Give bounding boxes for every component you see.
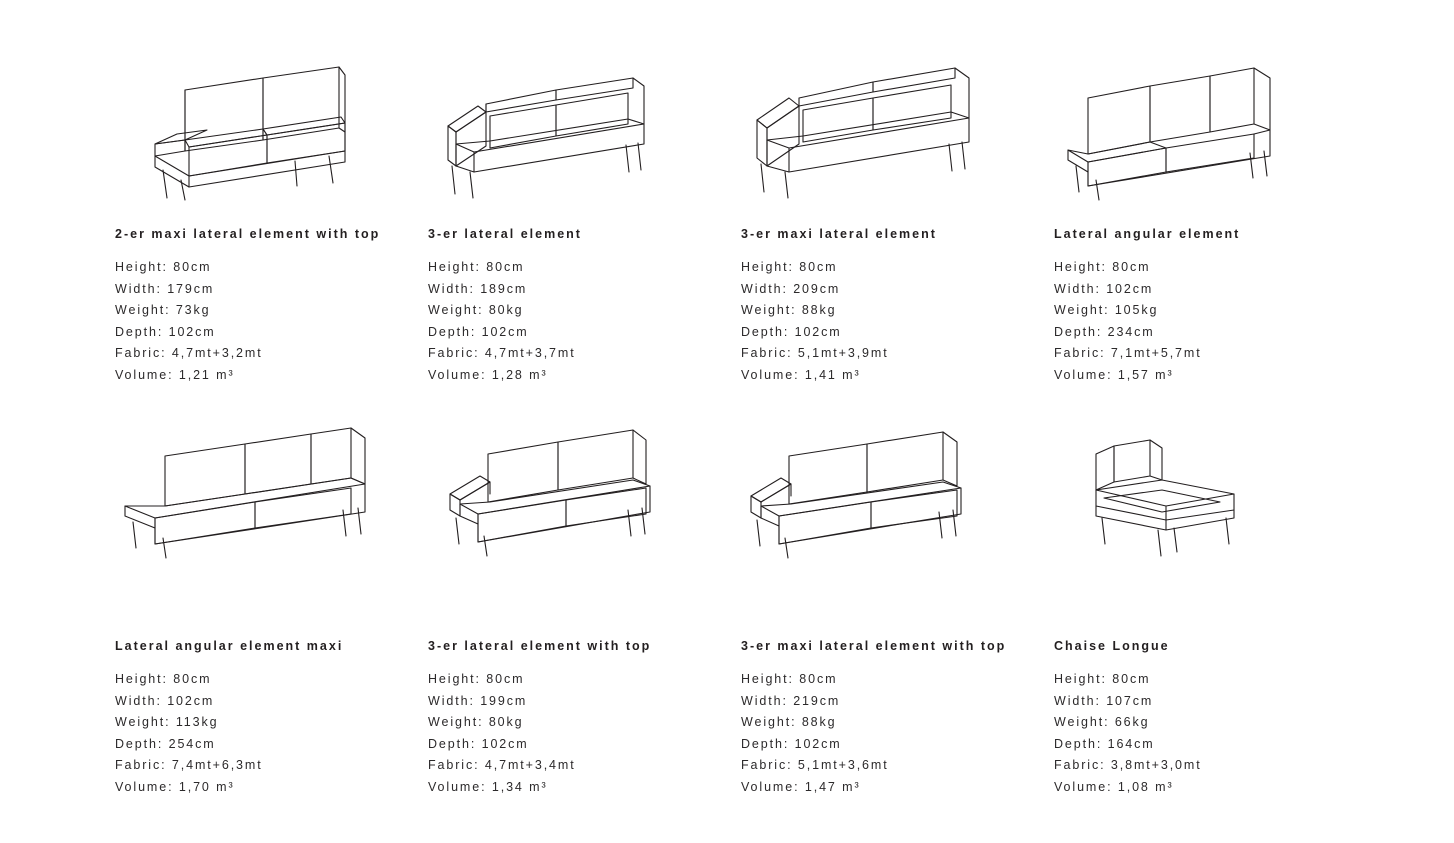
sofa-drawing-3er-maxi-lateral-element xyxy=(741,20,1031,210)
spec-fabric: Fabric: 4,7mt+3,2mt xyxy=(115,346,263,361)
product-specs xyxy=(428,257,741,387)
sofa-drawing-2er-maxi-lateral-element-with-top xyxy=(115,20,405,210)
product-title: 2-er maxi lateral element with top xyxy=(115,227,381,241)
spec-height: Height: 80cm xyxy=(115,672,212,686)
spec-height: Height: 80cm xyxy=(428,672,525,686)
product-title: 3-er maxi lateral element xyxy=(741,227,937,241)
spec-fabric: Fabric: 7,1mt+5,7mt xyxy=(1054,346,1202,361)
spec-width: Width: 102cm xyxy=(1054,281,1154,296)
product-specs xyxy=(115,257,428,387)
spec-weight: Weight: 66kg xyxy=(1054,715,1150,730)
spec-weight: Weight: 88kg xyxy=(741,303,837,318)
product-card-lateral-angular-element-maxi xyxy=(115,432,428,832)
spec-depth: Depth: 254cm xyxy=(115,736,216,751)
spec-width: Width: 102cm xyxy=(115,693,215,708)
spec-volume: Volume: 1,57 m³ xyxy=(1054,367,1174,382)
sofa-drawing-lateral-angular-element-maxi xyxy=(115,432,405,622)
product-specs xyxy=(741,257,1054,387)
spec-width: Width: 219cm xyxy=(741,693,841,708)
spec-volume: Volume: 1,47 m³ xyxy=(741,779,861,794)
spec-height: Height: 80cm xyxy=(1054,260,1151,274)
spec-height: Height: 80cm xyxy=(428,260,525,274)
spec-depth: Depth: 234cm xyxy=(1054,324,1155,339)
product-card-3er-maxi-lateral-element-with-top xyxy=(741,432,1054,832)
product-title: Lateral angular element xyxy=(1054,227,1241,241)
spec-width: Width: 107cm xyxy=(1054,693,1154,708)
spec-width: Width: 209cm xyxy=(741,281,841,296)
spec-weight: Weight: 73kg xyxy=(115,303,211,318)
product-title: 3-er lateral element xyxy=(428,227,582,241)
spec-height: Height: 80cm xyxy=(741,260,838,274)
spec-fabric: Fabric: 4,7mt+3,7mt xyxy=(428,346,576,361)
spec-fabric: Fabric: 3,8mt+3,0mt xyxy=(1054,758,1202,773)
spec-depth: Depth: 164cm xyxy=(1054,736,1155,751)
product-title: Chaise Longue xyxy=(1054,639,1170,653)
spec-depth: Depth: 102cm xyxy=(115,324,216,339)
spec-volume: Volume: 1,70 m³ xyxy=(115,779,235,794)
product-specs xyxy=(741,669,1054,799)
sofa-drawing-3er-lateral-element xyxy=(428,20,718,210)
spec-weight: Weight: 113kg xyxy=(115,715,219,730)
spec-depth: Depth: 102cm xyxy=(741,324,842,339)
product-card-3er-lateral-element-with-top xyxy=(428,432,741,832)
spec-volume: Volume: 1,28 m³ xyxy=(428,367,548,382)
spec-depth: Depth: 102cm xyxy=(428,736,529,751)
spec-weight: Weight: 88kg xyxy=(741,715,837,730)
spec-volume: Volume: 1,41 m³ xyxy=(741,367,861,382)
spec-fabric: Fabric: 5,1mt+3,9mt xyxy=(741,346,889,361)
spec-volume: Volume: 1,34 m³ xyxy=(428,779,548,794)
spec-width: Width: 179cm xyxy=(115,281,215,296)
spec-weight: Weight: 80kg xyxy=(428,715,524,730)
sofa-drawing-chaise-longue xyxy=(1054,432,1344,622)
product-card-3er-lateral-element xyxy=(428,20,741,420)
spec-height: Height: 80cm xyxy=(741,672,838,686)
spec-height: Height: 80cm xyxy=(1054,672,1151,686)
product-card-3er-maxi-lateral-element xyxy=(741,20,1054,420)
product-specs xyxy=(428,669,741,799)
spec-width: Width: 199cm xyxy=(428,693,528,708)
product-card-lateral-angular-element xyxy=(1054,20,1367,420)
spec-fabric: Fabric: 5,1mt+3,6mt xyxy=(741,758,889,773)
product-title: 3-er maxi lateral element with top xyxy=(741,639,1007,653)
spec-volume: Volume: 1,08 m³ xyxy=(1054,779,1174,794)
product-title: 3-er lateral element with top xyxy=(428,639,652,653)
product-specs xyxy=(1054,669,1367,799)
spec-depth: Depth: 102cm xyxy=(741,736,842,751)
product-specs xyxy=(115,669,428,799)
sofa-drawing-3er-lateral-element-with-top xyxy=(428,432,718,622)
spec-depth: Depth: 102cm xyxy=(428,324,529,339)
product-card-2er-maxi-lateral-element-with-top xyxy=(115,20,428,420)
sofa-drawing-3er-maxi-lateral-element-with-top xyxy=(741,432,1031,622)
spec-fabric: Fabric: 7,4mt+6,3mt xyxy=(115,758,263,773)
product-title: Lateral angular element maxi xyxy=(115,639,344,653)
product-specs xyxy=(1054,257,1367,387)
spec-weight: Weight: 80kg xyxy=(428,303,524,318)
spec-volume: Volume: 1,21 m³ xyxy=(115,367,235,382)
spec-weight: Weight: 105kg xyxy=(1054,303,1159,318)
product-card-chaise-longue xyxy=(1054,432,1367,832)
spec-fabric: Fabric: 4,7mt+3,4mt xyxy=(428,758,576,773)
spec-height: Height: 80cm xyxy=(115,260,212,274)
sofa-drawing-lateral-angular-element xyxy=(1054,20,1344,210)
spec-width: Width: 189cm xyxy=(428,281,528,296)
